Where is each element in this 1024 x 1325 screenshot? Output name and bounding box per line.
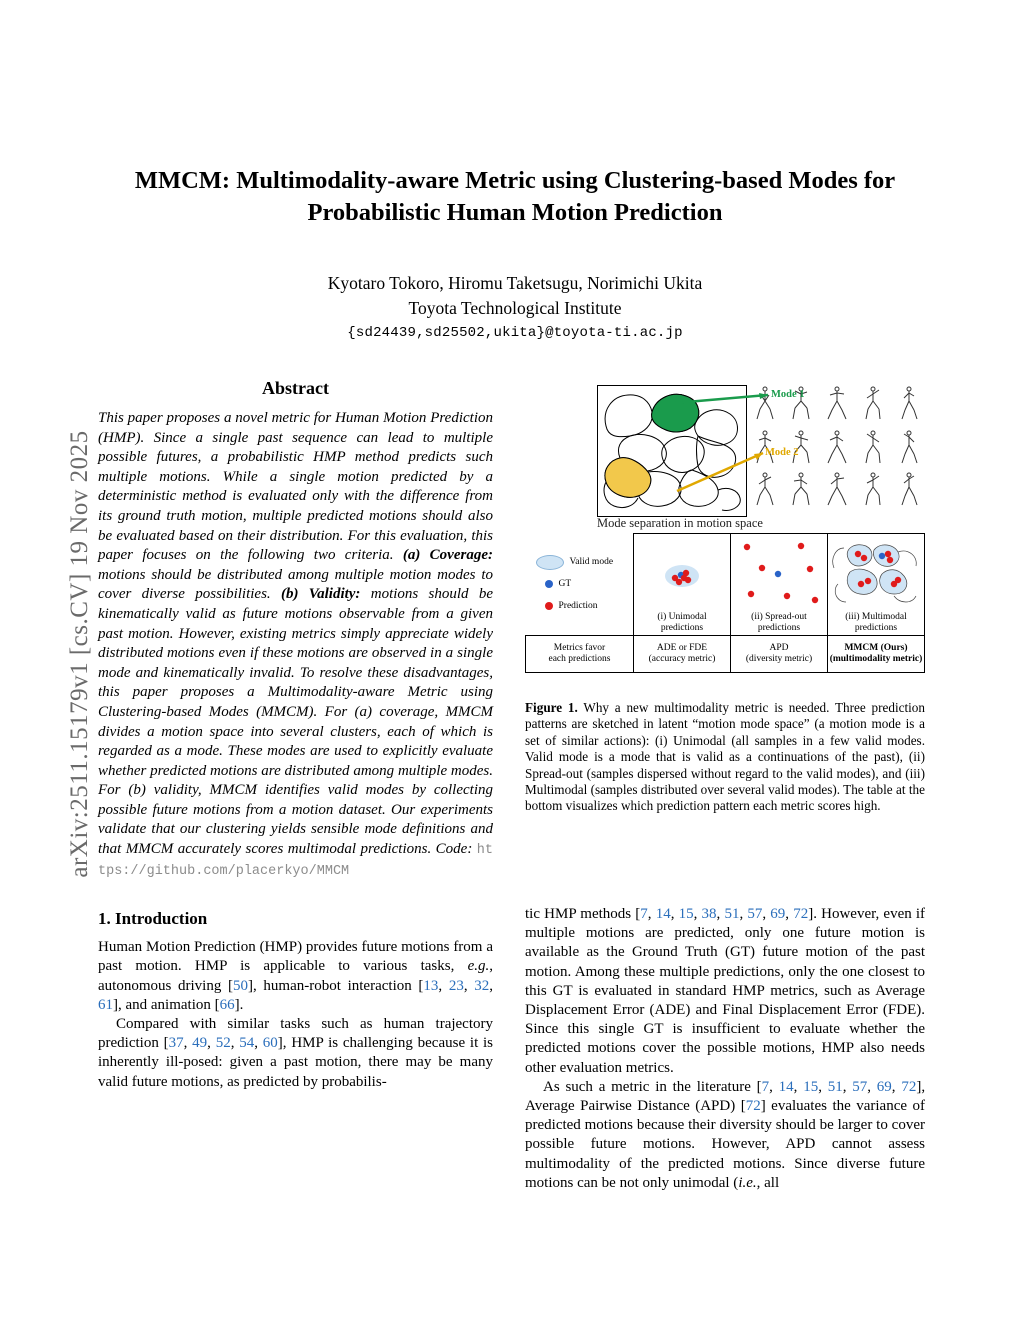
citation-69b[interactable]: 69	[876, 1078, 892, 1095]
figure-caption	[525, 700, 925, 815]
citation-57[interactable]: 57	[747, 906, 763, 922]
figure-metric-table	[525, 533, 925, 673]
panel-spread-out	[731, 534, 828, 636]
intro-p2-b: ], HMP is challenging because it is inherently ill-posed: given a past motion, there may be many valid future motions, as predicted by probabilis-	[98, 1035, 494, 1090]
citation-49[interactable]: 49	[192, 1035, 208, 1052]
abstract-text	[98, 409, 493, 881]
panel-spread-caption-l2: predictions	[757, 622, 801, 633]
arxiv-stamp: arXiv:2511.15179v1 [cs.CV] 19 Nov 2025	[66, 430, 93, 878]
citation-72b[interactable]: 72	[901, 1078, 917, 1095]
citation-23[interactable]: 23	[448, 977, 464, 994]
citation-15[interactable]: 15	[678, 906, 694, 922]
panel-unimodal-caption	[634, 612, 730, 635]
sep-1: ,	[438, 977, 449, 994]
right-paragraph-2: As such a metric in the literature [7, 14, 15, 51, 57, 69, 72], Average Pairwise Distance (APD) [72] evaluates the variance of predicted motions because their diversity should be larger to cover possible future motions. However, APD cannot assess multimodality of the predicted motions. Since diverse future motions can be not only unimodal (i.e., all	[525, 1078, 926, 1191]
abstract-validity-label: (b) Validity:	[280, 586, 361, 603]
figure-caption-label: Figure 1.	[525, 700, 578, 715]
legend-cell	[526, 534, 634, 636]
abstract-part-5: motions should be kinematically valid as future motions observable from a given past motion. However, existing metrics simply appreciate widely distributed motions even if these motions are observed in a single mode and kinematically invalid. To resolve these disadvantages, this paper proposes a Multimodality-aware Metric using Clustering-based Modes (MMCM). For (a) coverage, MMCM divides a motion space into several clusters, each of which is regarded as a mode. These modes are used to explicitly evaluate whether predicted motions are distributed among multiple modes. For (b) validity, MMCM identifies valid modes by collecting possible future motions from a motion dataset. Our experiments validate that our clustering yields sensible mode definitions and that MMCM accurately scores multimodal predictions. Code:	[98, 586, 494, 858]
right-p2-d: , all	[756, 1174, 780, 1191]
abstract-heading: Abstract	[262, 378, 329, 398]
affiliation: Toyota Technological Institute	[408, 298, 622, 318]
intro-p1-g: ].	[234, 996, 244, 1013]
metric-apd: APD	[769, 643, 789, 653]
prediction-dot-icon	[545, 602, 553, 610]
sep-7: ,	[254, 1035, 263, 1052]
valid-mode-icon	[536, 555, 564, 570]
figure-caption-text: Why a new multimodality metric is needed. Three prediction patterns are sketched in latent “motion mode space” (a motion mode is a set of similar actions): (i) Unimodal (all samples in a few valid modes. Valid mode is a mode that is valid as a continuations of the past), (ii) Spread-out (samples dispersed without regard to the valid modes), and (iii) Multimodal (samples distributed over several valid modes). The table at the bottom visualizes which prediction pattern each metric scores high.	[525, 700, 925, 814]
citation-57b[interactable]: 57	[852, 1078, 868, 1095]
metric-cell-apd	[731, 636, 828, 673]
abstract-coverage-label: (a) Coverage:	[402, 547, 493, 564]
gt-dot-icon	[545, 580, 553, 588]
right-paragraph-1: tic HMP methods [7, 14, 15, 38, 51, 57, 69, 72]. However, even if multiple motions are predicted, only one future motion is available as the Ground Truth (GT) future motion of the past motion. Among these multiple predictions, only the one closest to this GT is evaluated in standard HMP metrics, such as Average Displacement Error (ADE) and Final Displacement Error (FDE). Since this single GT is insufficient to evaluate whether the predicted motions cover the possible motions, HMP also needs other evaluation metrics.	[525, 906, 926, 1076]
citation-72c[interactable]: 72	[745, 1098, 761, 1115]
citation-52[interactable]: 52	[215, 1035, 231, 1052]
mode-1-label: Mode 1	[771, 389, 805, 400]
code-link[interactable]: https://github.com/placerkyo/MMCM	[98, 843, 493, 879]
citation-7b[interactable]: 7	[761, 1078, 770, 1095]
panel-multi-caption-l1: (iii) Multimodal	[845, 612, 907, 622]
left-column	[98, 378, 493, 1092]
metric-cell-mmcm	[828, 636, 925, 673]
mode-space-caption: Mode separation in motion space	[597, 516, 763, 530]
panel-spread-out-caption	[731, 612, 827, 635]
right-p2-b: ], Average Pairwise Distance (APD) [	[525, 1078, 926, 1115]
right-column	[525, 905, 925, 1193]
citation-60[interactable]: 60	[262, 1035, 278, 1052]
metric-ade-fde-sub: (accuracy metric)	[648, 654, 716, 664]
citation-32[interactable]: 32	[474, 977, 490, 994]
citation-72[interactable]: 72	[793, 906, 809, 922]
citation-54[interactable]: 54	[239, 1035, 255, 1052]
motion-space-panel	[597, 385, 747, 517]
legend-item-valid-mode	[530, 551, 632, 573]
panel-unimodal	[634, 534, 731, 636]
legend-label-prediction: Prediction	[558, 601, 598, 612]
panel-spread-caption-l1: (ii) Spread-out	[751, 612, 807, 622]
intro-p1-f: ], and animation [	[113, 996, 220, 1013]
citation-61[interactable]: 61	[98, 996, 113, 1013]
mode-2-label: Mode 2	[765, 447, 799, 458]
citation-7[interactable]: 7	[640, 906, 648, 922]
metrics-label-l1: Metrics favor	[553, 643, 606, 653]
citation-50[interactable]: 50	[233, 977, 249, 994]
metric-apd-sub: (diversity metric)	[745, 654, 813, 664]
intro-p1-a: Human Motion Prediction (HMP) provides future motions from a past motion. HMP is applicable to various tasks,	[98, 939, 493, 975]
table-row-metrics	[526, 636, 925, 673]
citation-14[interactable]: 14	[655, 906, 671, 922]
abstract-part-1: This paper proposes a novel metric for Human Motion Prediction (HMP). Since a single past sequence can lead to multiple possible futures, a probabilistic HMP method predicts such multiple motions. While a single motion predicted by a deterministic method is evaluated only with the difference from its ground truth motion, multiple predicted motions should also be evaluated based on their distribution. For this evaluation, this paper focuses on the following two criteria.	[98, 410, 493, 564]
legend-label-valid-mode: Valid mode	[569, 557, 614, 568]
panel-multimodal-caption	[828, 612, 924, 635]
author-emails: {sd24439,sd25502,ukita}@toyota-ti.ac.jp	[347, 325, 683, 341]
metric-ade-fde: ADE or FDE	[656, 643, 708, 653]
right-p1-a: tic HMP methods [	[525, 906, 641, 922]
author-list: Kyotaro Tokoro, Hiromu Taketsugu, Norimichi Ukita	[327, 273, 703, 293]
intro-eg: e.g.	[467, 958, 490, 975]
metric-mmcm-sub: (multimodality metric)	[829, 654, 923, 664]
citation-14b[interactable]: 14	[778, 1078, 794, 1095]
figure-top-panel	[525, 383, 925, 531]
figure-body	[525, 383, 925, 664]
sep-2: ,	[463, 977, 475, 994]
sep-6: ,	[230, 1035, 240, 1052]
citation-13[interactable]: 13	[423, 977, 439, 994]
metric-mmcm: MMCM (Ours)	[844, 643, 908, 653]
intro-p1-d: ], human-robot interaction [	[248, 977, 424, 994]
metrics-label-l2: each predictions	[548, 654, 611, 664]
abstract-part-3: motions should be distributed among multiple motion modes to cover diverse possibilities.	[98, 566, 493, 603]
intro-p1-b: , autonomous driving [	[98, 958, 493, 994]
mode-space-diagram	[598, 386, 746, 516]
panel-multimodal	[828, 534, 925, 636]
intro-paragraph-1	[98, 938, 493, 1015]
intro-paragraph-2	[98, 1015, 493, 1092]
right-p2-c: ] evaluates the variance of predicted motions because their diversity should be larger to cover possible future motions. However, APD cannot assess multimodality of the predicted motions. Since diverse future motions can be not only unimodal (	[525, 1098, 925, 1191]
citation-51b[interactable]: 51	[827, 1078, 843, 1095]
page-title: MMCM: Multimodality-aware Metric using Clustering-based Modes for Probabilistic Human Motion Prediction	[134, 167, 896, 226]
title-block	[100, 165, 930, 341]
metric-cell-ade-fde	[634, 636, 731, 673]
citation-38[interactable]: 38	[701, 906, 717, 922]
panel-unimodal-diagram	[634, 534, 730, 612]
sep-3: ,	[489, 977, 494, 994]
panel-unimodal-caption-l2: predictions	[660, 622, 704, 633]
intro-p2-a: Compared with similar tasks such as human trajectory prediction [	[98, 1016, 493, 1052]
citation-51[interactable]: 51	[724, 906, 740, 922]
panel-multimodal-diagram	[828, 534, 924, 612]
right-p1-b: ]. However, even if multiple motions are predicted, only one future motion is available as the Ground Truth (GT) future motion of the past motion. Among these multiple predictions, only the one closest to this GT is evaluated in standard HMP metrics, such as Average Displacement Error (ADE) and Final Displacement Error (FDE). Since this single GT is insufficient to evaluate whether the predicted motions cover the possible motions, HMP also needs other evaluation metrics.	[525, 906, 926, 1076]
citation-15b[interactable]: 15	[803, 1078, 819, 1095]
panel-spread-out-diagram	[731, 534, 827, 612]
citation-66[interactable]: 66	[219, 996, 235, 1013]
right-ie: i.e.	[738, 1174, 757, 1191]
metrics-favor-label	[526, 636, 634, 673]
legend-item-prediction	[530, 595, 632, 617]
sep-5: ,	[207, 1035, 216, 1052]
sep-4: ,	[183, 1035, 193, 1052]
introduction-heading: 1. Introduction	[98, 909, 208, 929]
citation-69[interactable]: 69	[770, 906, 786, 922]
legend-label-gt: GT	[558, 579, 572, 590]
panel-multi-caption-l2: predictions	[854, 622, 898, 633]
right-p2-a: As such a metric in the literature [	[543, 1078, 762, 1095]
table-row-panels	[526, 534, 925, 636]
panel-unimodal-caption-l1: (i) Unimodal	[657, 612, 707, 622]
citation-37[interactable]: 37	[168, 1035, 184, 1052]
legend-item-gt	[530, 573, 632, 595]
figure-1	[525, 383, 925, 664]
